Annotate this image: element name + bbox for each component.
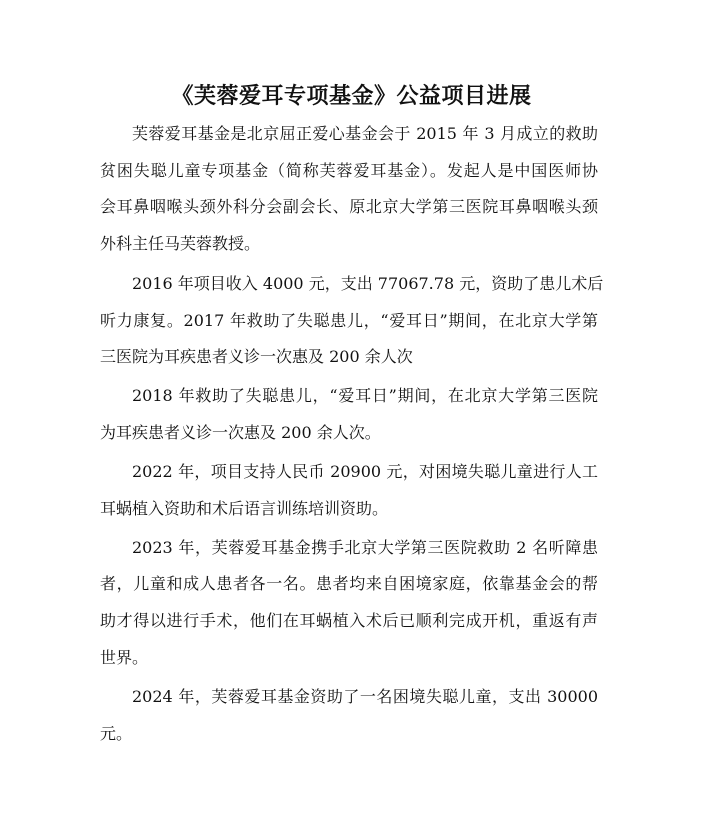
paragraph-6-line-2: 元。 xyxy=(100,724,133,743)
paragraph-1-line-1: 芙蓉爱耳基金是北京屈正爱心基金会于 2015 年 3 月成立的救助 xyxy=(132,124,598,143)
paragraph-2-line-1: 2016 年项目收入 4000 元，支出 77067.78 元，资助了患儿术后 xyxy=(132,274,604,293)
paragraph-6-line-1: 2024 年，芙蓉爱耳基金资助了一名困境失聪儿童，支出 30000 xyxy=(132,687,598,706)
paragraph-1-line-3: 会耳鼻咽喉头颈外科分会副会长、原北京大学第三医院耳鼻咽喉头颈 xyxy=(100,197,598,216)
paragraph-2-line-2: 听力康复。2017 年救助了失聪患儿，“爱耳日”期间，在北京大学第 xyxy=(100,311,598,330)
paragraph-5-line-3: 助才得以进行手术，他们在耳蜗植入术后已顺利完成开机，重返有声 xyxy=(100,611,598,630)
paragraph-5-line-4: 世界。 xyxy=(100,648,149,667)
paragraph-5-line-1: 2023 年，芙蓉爱耳基金携手北京大学第三医院救助 2 名听障患 xyxy=(132,538,598,557)
document-title: 《芙蓉爱耳专项基金》公益项目进展 xyxy=(171,84,532,109)
paragraph-1-line-4: 外科主任马芙蓉教授。 xyxy=(100,234,261,253)
paragraph-5-line-2: 者，儿童和成人患者各一名。患者均来自困境家庭，依靠基金会的帮 xyxy=(100,574,598,593)
paragraph-2-line-3: 三医院为耳疾患者义诊一次惠及 200 余人次 xyxy=(100,347,413,366)
paragraph-4-line-1: 2022 年，项目支持人民币 20900 元，对困境失聪儿童进行人工 xyxy=(132,462,598,481)
paragraph-3-line-1: 2018 年救助了失聪患儿，“爱耳日”期间，在北京大学第三医院 xyxy=(132,386,598,405)
paragraph-4-line-2: 耳蜗植入资助和术后语言训练培训资助。 xyxy=(100,499,389,518)
paragraph-3-line-2: 为耳疾患者义诊一次惠及 200 余人次。 xyxy=(100,423,381,442)
paragraph-1-line-2: 贫困失聪儿童专项基金（简称芙蓉爱耳基金）。发起人是中国医师协 xyxy=(100,161,598,180)
